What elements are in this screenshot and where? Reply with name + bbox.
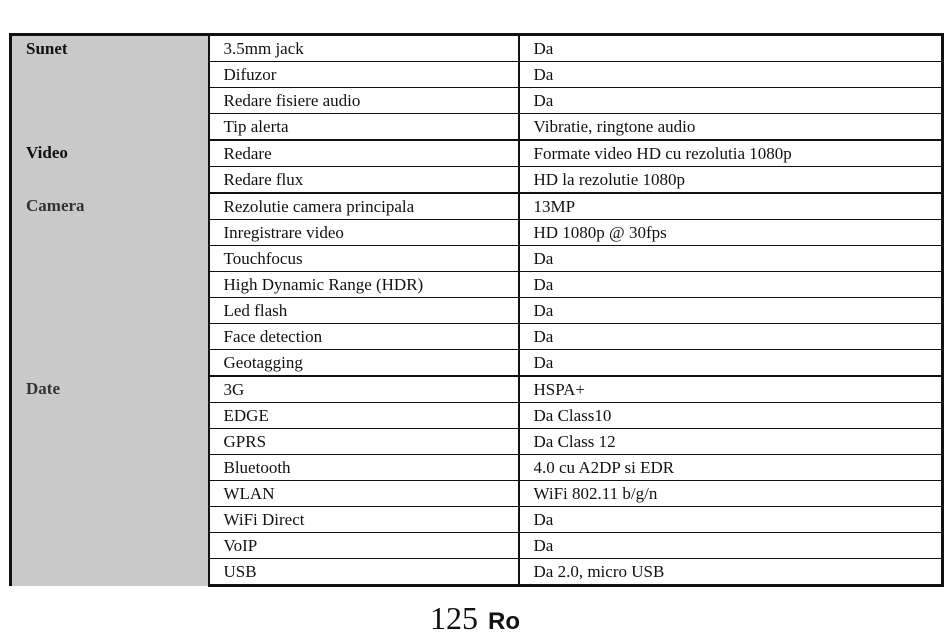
value-cell: Da — [519, 246, 943, 272]
value-cell: Da — [519, 88, 943, 114]
feature-cell: Tip alerta — [209, 114, 519, 141]
value-cell: Da — [519, 507, 943, 533]
feature-cell: High Dynamic Range (HDR) — [209, 272, 519, 298]
feature-cell: Inregistrare video — [209, 220, 519, 246]
feature-cell: 3G — [209, 376, 519, 403]
table-row — [11, 35, 943, 62]
value-cell: HD la rezolutie 1080p — [519, 167, 943, 194]
value-cell: 4.0 cu A2DP si EDR — [519, 455, 943, 481]
category-cell: Sunet — [11, 35, 209, 141]
value-cell: Da — [519, 350, 943, 377]
feature-cell: Face detection — [209, 324, 519, 350]
feature-cell: Bluetooth — [209, 455, 519, 481]
table-row — [11, 193, 943, 220]
value-cell: HSPA+ — [519, 376, 943, 403]
value-cell: HD 1080p @ 30fps — [519, 220, 943, 246]
page-footer — [0, 600, 950, 643]
value-cell: Da 2.0, micro USB — [519, 559, 943, 586]
table-row — [11, 376, 943, 403]
feature-cell: WiFi Direct — [209, 507, 519, 533]
value-cell: Formate video HD cu rezolutia 1080p — [519, 140, 943, 167]
category-cell: Camera — [11, 193, 209, 376]
feature-cell: Led flash — [209, 298, 519, 324]
value-cell: Da — [519, 533, 943, 559]
spec-table — [9, 33, 944, 587]
language-code: Ro — [488, 608, 520, 635]
feature-cell: Geotagging — [209, 350, 519, 377]
feature-cell: Difuzor — [209, 62, 519, 88]
value-cell: Da — [519, 62, 943, 88]
table-row — [11, 140, 943, 167]
value-cell: Da — [519, 35, 943, 62]
feature-cell: VoIP — [209, 533, 519, 559]
feature-cell: Redare fisiere audio — [209, 88, 519, 114]
feature-cell: WLAN — [209, 481, 519, 507]
value-cell: Da Class 12 — [519, 429, 943, 455]
feature-cell: GPRS — [209, 429, 519, 455]
value-cell: Vibratie, ringtone audio — [519, 114, 943, 141]
feature-cell: Touchfocus — [209, 246, 519, 272]
feature-cell: Rezolutie camera principala — [209, 193, 519, 220]
feature-cell: 3.5mm jack — [209, 35, 519, 62]
feature-cell: Redare flux — [209, 167, 519, 194]
value-cell: WiFi 802.11 b/g/n — [519, 481, 943, 507]
page-number: 125 — [430, 600, 478, 636]
value-cell: Da — [519, 324, 943, 350]
feature-cell: USB — [209, 559, 519, 586]
category-cell: Video — [11, 140, 209, 193]
value-cell: Da — [519, 298, 943, 324]
feature-cell: EDGE — [209, 403, 519, 429]
value-cell: Da Class10 — [519, 403, 943, 429]
feature-cell: Redare — [209, 140, 519, 167]
spec-table-body — [11, 35, 943, 586]
value-cell: 13MP — [519, 193, 943, 220]
category-cell: Date — [11, 376, 209, 586]
value-cell: Da — [519, 272, 943, 298]
